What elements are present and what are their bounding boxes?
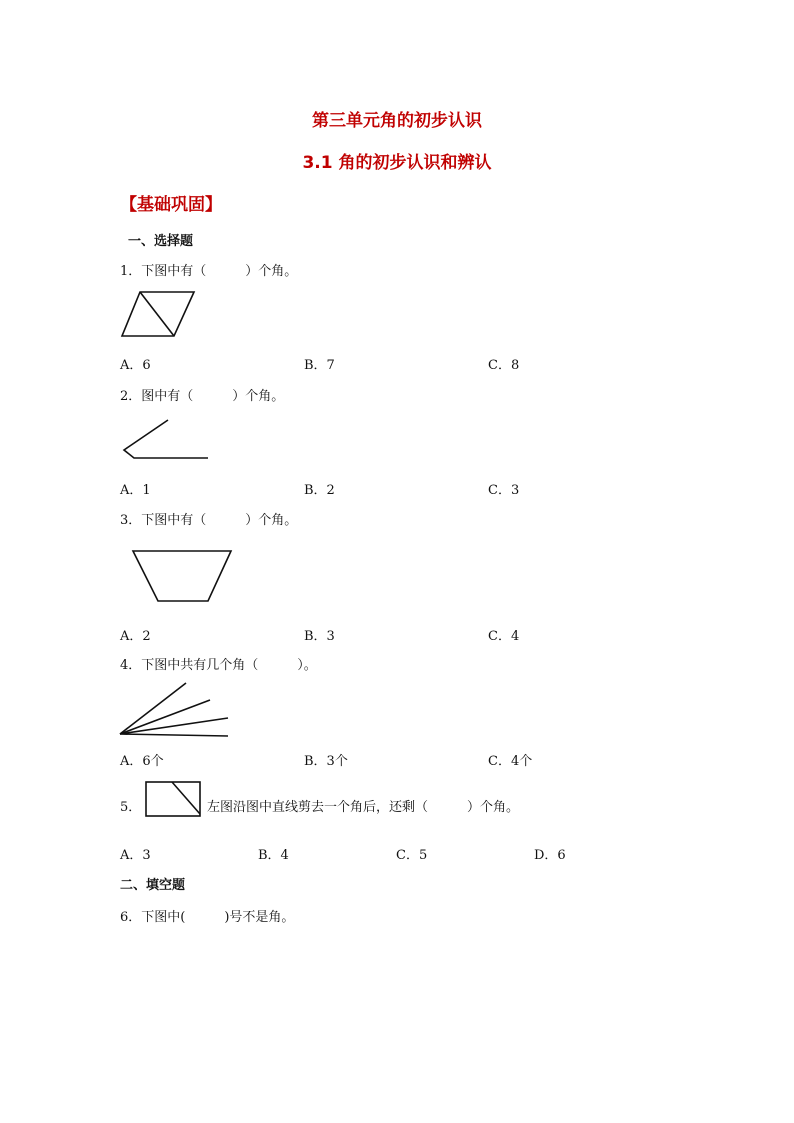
question-2-option-c[interactable]: C．3	[488, 483, 520, 498]
question-2-option-b[interactable]: B．2	[304, 483, 335, 498]
question-5-number: 5．	[120, 800, 142, 815]
open-angle-shape	[124, 420, 208, 458]
page-subtitle: 3.1 角的初步认识和辨认	[302, 153, 492, 173]
question-1-figure	[120, 290, 200, 340]
page-title: 第三单元角的初步认识	[312, 111, 482, 131]
question-5-option-c[interactable]: C．5	[396, 848, 428, 863]
question-1-option-a[interactable]: A．6	[120, 358, 151, 373]
question-4-option-c[interactable]: C．4个	[488, 754, 533, 769]
question-4-figure	[118, 680, 233, 740]
ray-3	[120, 718, 228, 734]
question-4-option-a[interactable]: A．6个	[120, 754, 164, 769]
ray-4	[120, 734, 228, 736]
question-4-option-b[interactable]: B．3个	[304, 754, 348, 769]
question-5-option-b[interactable]: B．4	[258, 848, 289, 863]
question-2-figure	[120, 418, 215, 463]
section-label: 【基础巩固】	[120, 195, 222, 215]
question-6-text: 6．下图中( )号不是角。	[120, 910, 295, 925]
question-2-text: 2．图中有（ ）个角。	[120, 389, 285, 404]
cut-line	[172, 782, 200, 814]
parallelogram-diagonal	[140, 292, 174, 336]
question-3-figure	[130, 548, 235, 604]
question-5-option-d[interactable]: D．6	[534, 848, 566, 863]
question-3-option-c[interactable]: C．4	[488, 629, 520, 644]
question-3-text: 3．下图中有（ ）个角。	[120, 513, 298, 528]
ray-2	[120, 700, 210, 734]
question-5-figure	[144, 780, 204, 820]
trapezoid-shape	[133, 551, 231, 601]
part1-heading: 一、选择题	[128, 234, 194, 249]
question-2-option-a[interactable]: A．1	[120, 483, 151, 498]
question-1-option-b[interactable]: B．7	[304, 358, 335, 373]
rectangle-shape	[146, 782, 200, 816]
question-1-option-c[interactable]: C．8	[488, 358, 520, 373]
question-5-option-a[interactable]: A．3	[120, 848, 151, 863]
question-3-option-a[interactable]: A．2	[120, 629, 151, 644]
question-5-text: 左图沿图中直线剪去一个角后，还剩（ ）个角。	[207, 800, 520, 815]
question-4-text: 4．下图中共有几个角（ ）。	[120, 658, 317, 673]
question-3-option-b[interactable]: B．3	[304, 629, 335, 644]
question-1-text: 1．下图中有（ ）个角。	[120, 264, 298, 279]
part2-heading: 二、填空题	[120, 878, 186, 893]
